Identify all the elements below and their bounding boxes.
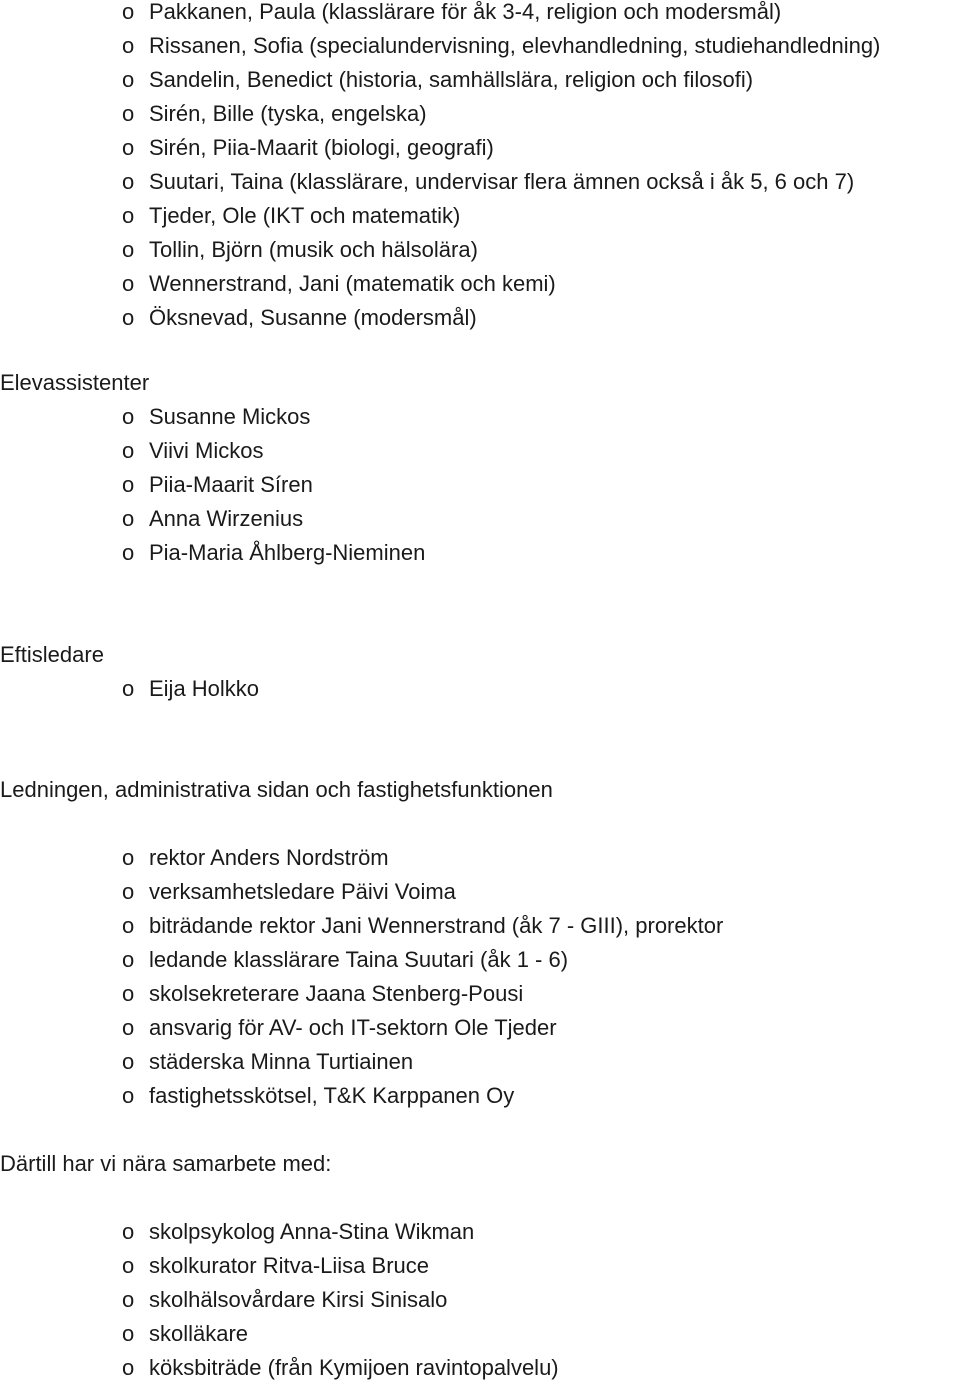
bullet-icon: o — [122, 33, 135, 58]
bullet-icon: o — [122, 676, 135, 701]
list-item: o verksamhetsledare Päivi Voima — [122, 875, 723, 909]
list-item: o Eija Holkko — [122, 672, 259, 706]
list-item: o Wennerstrand, Jani (matematik och kemi) — [122, 267, 880, 301]
list-item: o Suutari, Taina (klasslärare, undervisar flera ämnen också i åk 5, 6 och 7) — [122, 165, 880, 199]
section-heading-management: Ledningen, administrativa sidan och fastighetsfunktionen — [0, 777, 553, 802]
bullet-icon: o — [122, 101, 135, 126]
bullet-icon: o — [122, 1049, 135, 1074]
bullet-icon: o — [122, 0, 135, 24]
list-item: o Anna Wirzenius — [122, 502, 425, 536]
bullet-icon: o — [122, 1083, 135, 1108]
bullet-icon: o — [122, 845, 135, 870]
section-heading-afternoon: Eftisledare — [0, 642, 104, 667]
list-item: o Sirén, Piia-Maarit (biologi, geografi) — [122, 131, 880, 165]
list-item: o Viivi Mickos — [122, 434, 425, 468]
list-item: o skolhälsovårdare Kirsi Sinisalo — [122, 1283, 559, 1317]
list-item: o Sirén, Bille (tyska, engelska) — [122, 97, 880, 131]
bullet-icon: o — [122, 237, 135, 262]
list-item: o Öksnevad, Susanne (modersmål) — [122, 301, 880, 335]
bullet-icon: o — [122, 947, 135, 972]
bullet-icon: o — [122, 913, 135, 938]
list-item: o skolsekreterare Jaana Stenberg-Pousi — [122, 977, 723, 1011]
bullet-icon: o — [122, 540, 135, 565]
bullet-icon: o — [122, 1015, 135, 1040]
bullet-icon: o — [122, 203, 135, 228]
bullet-icon: o — [122, 271, 135, 296]
list-item: o Susanne Mickos — [122, 400, 425, 434]
bullet-icon: o — [122, 1287, 135, 1312]
list-item: o Tjeder, Ole (IKT och matematik) — [122, 199, 880, 233]
list-item: o städerska Minna Turtiainen — [122, 1045, 723, 1079]
section-heading-assistants: Elevassistenter — [0, 370, 150, 395]
list-item: o Pakkanen, Paula (klasslärare för åk 3-4, religion och modersmål) — [122, 0, 880, 29]
bullet-icon: o — [122, 135, 135, 160]
list-item: o ansvarig för AV- och IT-sektorn Ole Tjeder — [122, 1011, 723, 1045]
list-item: o ledande klasslärare Taina Suutari (åk 1 - 6) — [122, 943, 723, 977]
list-item: o rektor Anders Nordström — [122, 841, 723, 875]
bullet-icon: o — [122, 305, 135, 330]
bullet-icon: o — [122, 1355, 135, 1380]
list-item: o Sandelin, Benedict (historia, samhällslära, religion och filosofi) — [122, 63, 880, 97]
list-item: o Rissanen, Sofia (specialundervisning, elevhandledning, studiehandledning) — [122, 29, 880, 63]
bullet-icon: o — [122, 879, 135, 904]
bullet-icon: o — [122, 438, 135, 463]
list-item: o biträdande rektor Jani Wennerstrand (åk 7 - GIII), prorektor — [122, 909, 723, 943]
afternoon-list — [122, 672, 259, 706]
bullet-icon: o — [122, 1219, 135, 1244]
teachers-list — [122, 0, 880, 335]
list-item: o Tollin, Björn (musik och hälsolära) — [122, 233, 880, 267]
bullet-icon: o — [122, 169, 135, 194]
bullet-icon: o — [122, 1253, 135, 1278]
list-item: o skolläkare — [122, 1317, 559, 1351]
assistants-list — [122, 400, 425, 570]
list-item: o Pia-Maria Åhlberg-Nieminen — [122, 536, 425, 570]
bullet-icon: o — [122, 1321, 135, 1346]
list-item: o fastighetsskötsel, T&K Karppanen Oy — [122, 1079, 723, 1113]
bullet-icon: o — [122, 981, 135, 1006]
bullet-icon: o — [122, 67, 135, 92]
list-item: o skolkurator Ritva-Liisa Bruce — [122, 1249, 559, 1283]
list-item: o Piia-Maarit Síren — [122, 468, 425, 502]
bullet-icon: o — [122, 472, 135, 497]
section-heading-partners: Därtill har vi nära samarbete med: — [0, 1151, 332, 1176]
list-item: o köksbiträde (från Kymijoen ravintopalvelu) — [122, 1351, 559, 1385]
bullet-icon: o — [122, 404, 135, 429]
management-list — [122, 841, 723, 1113]
list-item: o skolpsykolog Anna-Stina Wikman — [122, 1215, 559, 1249]
bullet-icon: o — [122, 506, 135, 531]
partners-list — [122, 1215, 559, 1385]
